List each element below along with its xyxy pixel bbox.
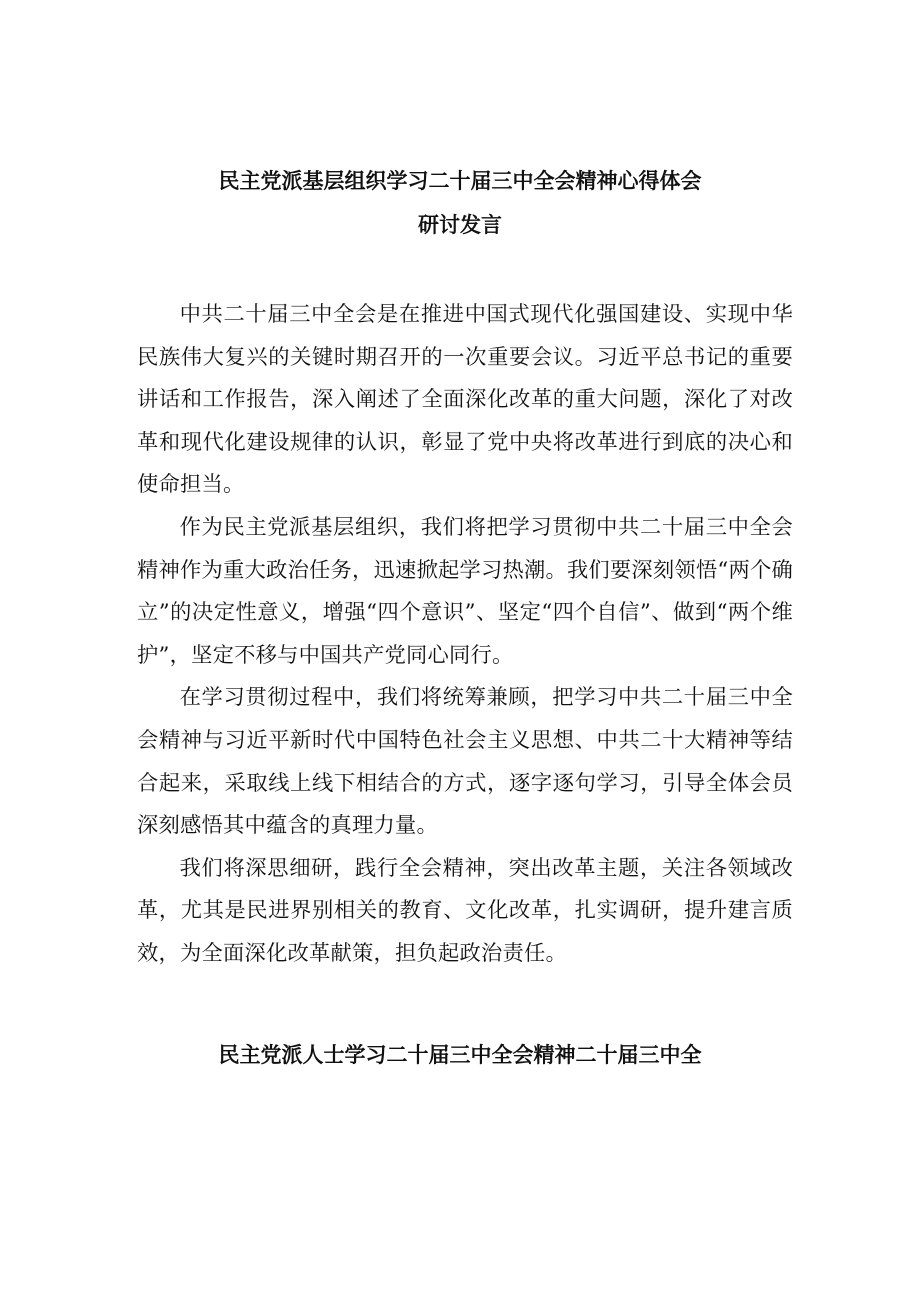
paragraph-3: 在学习贯彻过程中，我们将统筹兼顾，把学习中共二十届三中全会精神与习近平新时代中国特色社会主义思想、中共二十大精神等结合起来，采取线上线下相结合的方式，逐字逐句学习，引导全体会员深刻感悟其中蕴含的真理力量。: [137, 685, 793, 839]
document-title: 民主党派基层组织学习二十届三中全会精神心得体会: [218, 169, 702, 193]
next-section-title: 民主党派人士学习二十届三中全会精神二十届三中全: [218, 1043, 702, 1067]
paragraph-2: 作为民主党派基层组织，我们将把学习贯彻中共二十届三中全会精神作为重大政治任务，迅速掀起学习热潮。我们要深刻领悟“两个确立”的决定性意义，增强“四个意识”、坚定“四个自信”、做到“两个维护”，坚定不移与中国共产党同心同行。: [137, 514, 793, 668]
document-subtitle: 研讨发言: [418, 213, 502, 237]
paragraph-4: 我们将深思细研，践行全会精神，突出改革主题，关注各领域改革，尤其是民进界别相关的教育、文化改革，扎实调研，提升建言质效，为全面深化改革献策，担负起政治责任。: [137, 855, 793, 966]
paragraph-1: 中共二十届三中全会是在推进中国式现代化强国建设、实现中华民族伟大复兴的关键时期召开的一次重要会议。习近平总书记的重要讲话和工作报告，深入阐述了全面深化改革的重大问题，深化了对改革和现代化建设规律的认识，彰显了党中央将改革进行到底的决心和使命担当。: [137, 302, 793, 498]
document-body: [137, 294, 793, 976]
